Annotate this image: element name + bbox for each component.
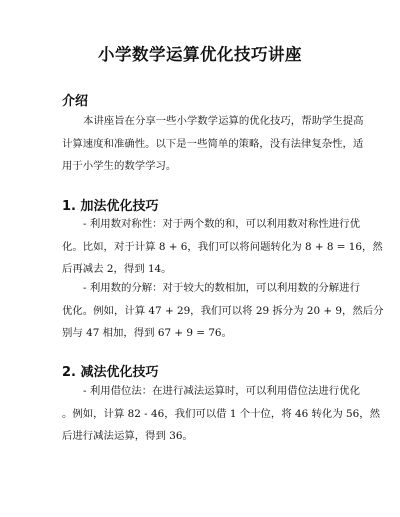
intro-paragraph <box>62 110 364 178</box>
addition-heading: 1. 加法优化技巧 <box>62 199 159 214</box>
text-line: 优化。例如，计算 47 + 29，我们可以将 29 拆分为 20 + 9，然后分 <box>62 304 384 317</box>
text-line: 化。比如，对于计算 8 + 6，我们可以将问题转化为 8 + 8 = 16，然 <box>62 240 383 253</box>
addition-paragraph-symmetry <box>62 213 383 281</box>
text-line: 别与 47 相加，得到 67 + 9 = 76。 <box>62 327 232 339</box>
text-line: 本讲座旨在分享一些小学数学运算的优化技巧，帮助学生提高 <box>83 115 364 127</box>
text-line: - 利用数的分解：对于较大的数相加，可以利用数的分解进行 <box>83 282 360 294</box>
addition-paragraph-decomposition <box>62 277 384 345</box>
text-line: - 利用数对称性：对于两个数的和，可以利用数对称性进行优 <box>83 218 360 230</box>
text-line: 计算速度和准确性。以下是一些简单的策略，没有法律复杂性，适 <box>62 137 364 150</box>
intro-heading: 介绍 <box>62 94 89 109</box>
text-line: 后进行减法运算，得到 36。 <box>62 430 193 442</box>
text-line: 用于小学生的数学学习。 <box>62 160 177 172</box>
text-line: 后再减去 2，得到 14。 <box>62 263 172 275</box>
subtraction-heading: 2. 减法优化技巧 <box>62 365 159 380</box>
document-title: 小学数学运算优化技巧讲座 <box>98 45 302 64</box>
text-line: 。例如，计算 82 - 46，我们可以借 1 个十位，将 46 转化为 56，然 <box>62 407 381 420</box>
text-line: - 利用借位法：在进行减法运算时，可以利用借位法进行优化 <box>83 385 360 397</box>
subtraction-paragraph-borrowing <box>62 380 381 448</box>
